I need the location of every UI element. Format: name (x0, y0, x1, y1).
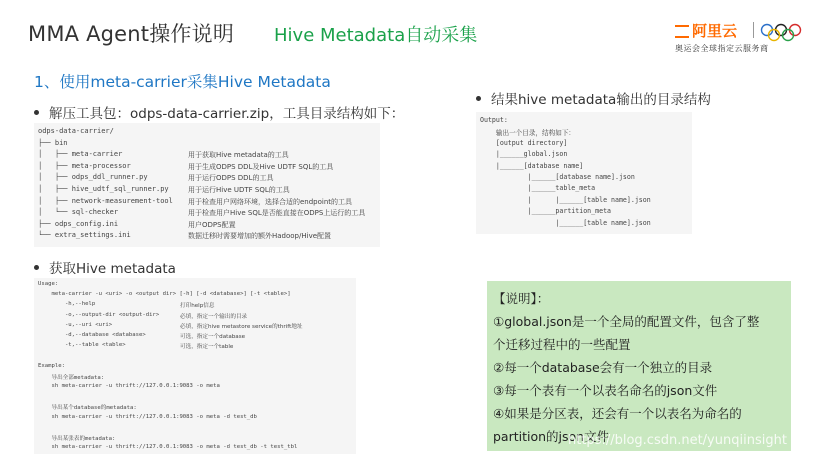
bullet-get-metadata-text: 获取Hive metadata (49, 261, 176, 277)
code-line: -d,--database <database> (38, 332, 146, 338)
note-line: 【说明】： (493, 291, 550, 306)
code-line-comment: 用于获取Hive metadata的工具 (188, 151, 289, 160)
note-line: ④如果是分区表，还会有一个以表名为命名的 (493, 406, 742, 421)
code-line: | |______[table name].json (480, 195, 651, 204)
code-line-comment: 可选，指定一个table (180, 344, 234, 351)
note-line: ②每一个database会有一个独立的目录 (493, 360, 713, 375)
code-line: |______global.json (480, 150, 568, 159)
code-line: -o,--output-dir <output-dir> (38, 311, 160, 318)
aliyun-logo (675, 20, 805, 62)
code-line: 导出某张表的metadata: (38, 436, 116, 442)
code-line: │ ├── hive_udtf_sql_runner.py (38, 185, 169, 193)
logo-tagline: 奥运会全球指定云服务商 (675, 44, 769, 53)
code-line-comment: 用于检查用户Hive SQL是否能直接在ODPS上运行的工具 (188, 209, 366, 218)
directory-tree-code (34, 123, 380, 247)
code-line-comment: 必填，指定一个输出的目录 (180, 313, 248, 320)
code-line-comment: 用于运行Hive UDTF SQL的工具 (188, 186, 290, 194)
output-structure-code (476, 112, 692, 234)
code-line: |______partition_meta (480, 207, 612, 216)
logo-divider (753, 22, 754, 38)
code-line: -t,--table <table> (38, 342, 126, 349)
code-line: [output directory] (480, 138, 568, 147)
code-line: Usage: (38, 281, 59, 287)
code-line-comment: 必填，指定hive metastore service的thrift地址 (180, 323, 303, 330)
code-line: │ └── sql-checker (38, 208, 119, 217)
bullet-result-structure-text: 结果hive metadata输出的目录结构 (491, 92, 711, 108)
code-line: ├── bin (38, 138, 68, 147)
code-line: sh meta-carrier -u thrift://127.0.0.1:9083 -o meta (38, 383, 220, 389)
code-line: sh meta-carrier -u thrift://127.0.0.1:9083 -o meta -d test_db (38, 413, 257, 420)
note-line: 个迁移过程中的一些配置 (493, 337, 631, 352)
bullet-result-structure (476, 88, 711, 108)
aliyun-brand (675, 20, 737, 41)
code-line: |______[database name].json (480, 173, 635, 181)
code-line-comment: 用于运行ODPS DDL的工具 (188, 174, 274, 183)
code-line: meta-carrier -u <uri> -o <output dir> [-h] [-d <database>] [-t <table>] (38, 291, 291, 298)
code-line: 输出一个目录，结构如下： (480, 129, 576, 138)
code-line-comment: 用于生成ODPS DDL及Hive UDTF SQL的工具 (188, 162, 334, 171)
section-heading: 1、使用meta-carrier采集Hive Metadata (34, 73, 331, 91)
code-line: │ ├── meta-processor (38, 161, 131, 170)
bullet-unzip (34, 102, 404, 122)
code-line: |______table_meta (480, 184, 596, 193)
code-line: odps-data-carrier/ (38, 127, 114, 135)
page-subtitle: Hive Metadata自动采集 (274, 25, 478, 46)
bullet-unzip-text: 解压工具包：odps-data-carrier.zip，工具目录结构如下： (49, 106, 405, 122)
bullet-get-metadata (34, 257, 176, 277)
aliyun-bracket-icon (675, 25, 689, 38)
code-line: ├── odps_config.ini (38, 219, 119, 228)
code-line: -u,--uri <uri> (38, 321, 113, 328)
code-line-comment: 打印help信息 (180, 303, 215, 310)
note-line: ①global.json是一个全局的配置文件，包含了整 (493, 314, 760, 329)
code-line: -h,--help (38, 301, 96, 308)
code-line: 导出全部metadata: (38, 374, 105, 381)
code-line-comment: 用于检查用户网络环境，选择合适的endpoint的工具 (188, 197, 353, 206)
code-line-comment: 用户ODPS配置 (188, 220, 236, 229)
aliyun-brand-text: 阿里云 (692, 22, 738, 40)
bullet-dot (34, 110, 39, 115)
page-title: MMA Agent操作说明 (28, 22, 235, 46)
code-line: sh meta-carrier -u thrift://127.0.0.1:9083 -o meta -d test_db -t test_tbl (38, 444, 298, 451)
explanation-note (487, 281, 791, 451)
code-line: │ ├── network-measurement-tool (38, 196, 173, 205)
code-line: │ ├── odps_ddl_runner.py (38, 173, 148, 182)
code-line: └── extra_settings.ini (38, 231, 131, 240)
code-line: │ ├── meta-carrier (38, 150, 123, 159)
olympic-rings-icon (760, 23, 804, 43)
code-line: |______[table name].json (480, 218, 651, 227)
code-line: Output: (480, 116, 508, 124)
watermark-text: https://blog.csdn.net/yunqiinsight (568, 433, 787, 448)
code-line: |______[database name] (480, 161, 584, 170)
bullet-dot (34, 265, 39, 270)
note-line: partition的json文件 (493, 429, 610, 444)
usage-code (34, 278, 356, 454)
code-line-comment: 数据迁移时需要增加的额外Hadoop/Hive配置 (188, 232, 332, 241)
code-line-comment: 可选，指定一个database (180, 334, 246, 340)
bullet-dot (476, 96, 481, 101)
code-line: 导出某个database的metadata: (38, 405, 137, 412)
note-line: ③每一个表有一个以表名命名的json文件 (493, 383, 718, 398)
code-line: Example: (38, 362, 65, 369)
